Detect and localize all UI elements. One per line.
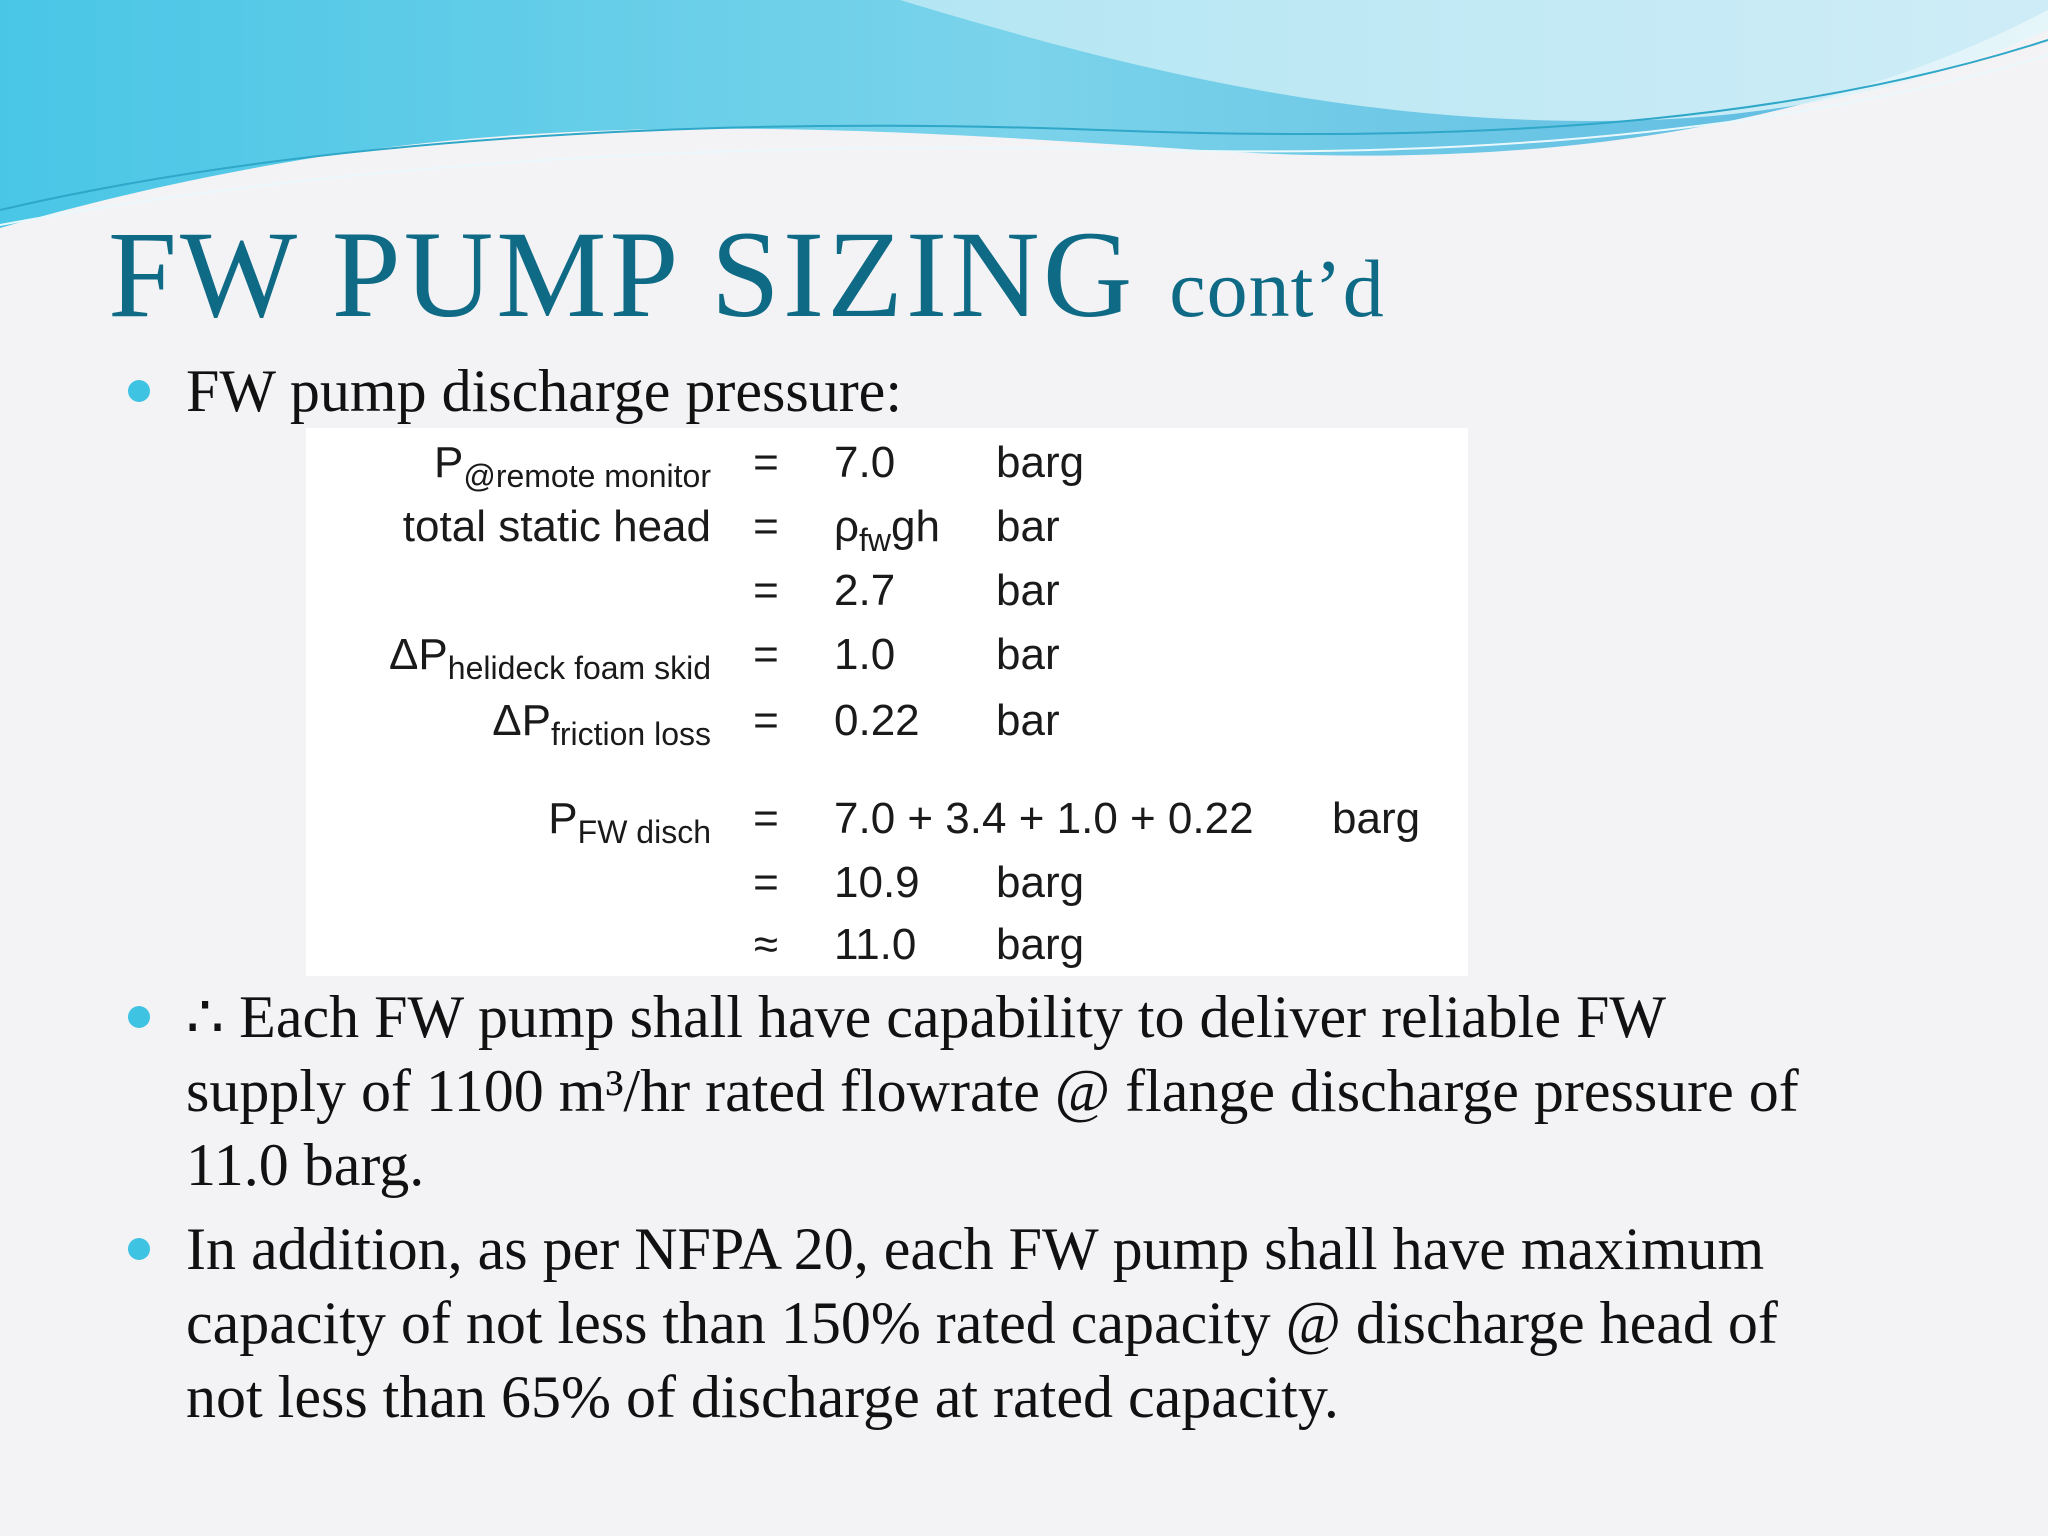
row-label: $\Delta P_{friction loss}$: [492, 696, 711, 752]
row-eq: =: [753, 630, 779, 679]
row-unit: bar: [996, 566, 1060, 615]
bullet-3-line-3: not less than 65% of discharge at rated capacity.: [186, 1364, 1339, 1430]
row-eq: =: [753, 858, 779, 907]
title-suffix: cont’d: [1169, 243, 1385, 334]
slide-title: [108, 200, 1385, 364]
row-unit: barg: [1332, 794, 1421, 843]
formula-row-3: [306, 566, 1468, 616]
formula-row-1: [306, 438, 1468, 494]
row-label: total static head: [402, 502, 711, 551]
row-eq: =: [753, 438, 779, 487]
row-unit: bar: [996, 502, 1060, 551]
row-value: 7.0 + 3.4 + 1.0 + 0.22: [834, 794, 1254, 843]
formula-table: [306, 428, 1468, 976]
row-label: $P_{@remote monitor}$: [433, 438, 711, 494]
row-unit: barg: [996, 858, 1085, 907]
row-value: $\rho_{fw}gh$: [834, 502, 940, 558]
bullet-3-line-2: capacity of not less than 150% rated capacity @ discharge head of: [186, 1290, 1778, 1356]
row-value: 7.0: [834, 438, 896, 487]
row-unit: bar: [996, 696, 1060, 745]
title-main: FW PUMP SIZING: [108, 206, 1136, 343]
row-value: 11.0: [834, 920, 917, 969]
formula-row-8: [306, 920, 1468, 970]
formula-row-2: [306, 502, 1468, 558]
row-label: $P_{FW disch}$: [548, 794, 711, 850]
row-value: 1.0: [834, 630, 896, 679]
row-eq: =: [753, 794, 779, 843]
bullet-dot: [128, 1006, 150, 1028]
row-unit: bar: [996, 630, 1060, 679]
row-unit: barg: [996, 920, 1085, 969]
bullet-3-text: [186, 1212, 2006, 1434]
bullet-1-text: FW pump discharge pressure:: [186, 358, 902, 424]
formula-row-4: [306, 630, 1468, 686]
bullet-2-line-3: 11.0 barg.: [186, 1132, 425, 1198]
row-value: 2.7: [834, 566, 896, 615]
row-label: $\Delta P_{helideck foam skid}$: [389, 630, 711, 686]
bullet-dot: [128, 380, 150, 402]
formula-row-6: [306, 794, 1468, 850]
row-unit: barg: [996, 438, 1085, 487]
formula-row-5: [306, 696, 1468, 752]
row-eq: =: [753, 566, 779, 615]
bullet-dot: [128, 1238, 150, 1260]
row-value: 0.22: [834, 696, 920, 745]
bullet-2-line-1: ∴ Each FW pump shall have capability to deliver reliable FW: [186, 984, 1666, 1050]
row-eq: =: [753, 696, 779, 745]
bullet-2-line-2: supply of 1100 m³/hr rated flowrate @ flange discharge pressure of: [186, 1058, 1799, 1124]
row-value: 10.9: [834, 858, 920, 907]
bullet-3-line-1: In addition, as per NFPA 20, each FW pump shall have maximum: [186, 1216, 1765, 1282]
row-eq: ≈: [753, 920, 779, 969]
bullet-2-text: [186, 980, 2006, 1202]
formula-row-7: [306, 858, 1468, 908]
row-eq: =: [753, 502, 779, 551]
